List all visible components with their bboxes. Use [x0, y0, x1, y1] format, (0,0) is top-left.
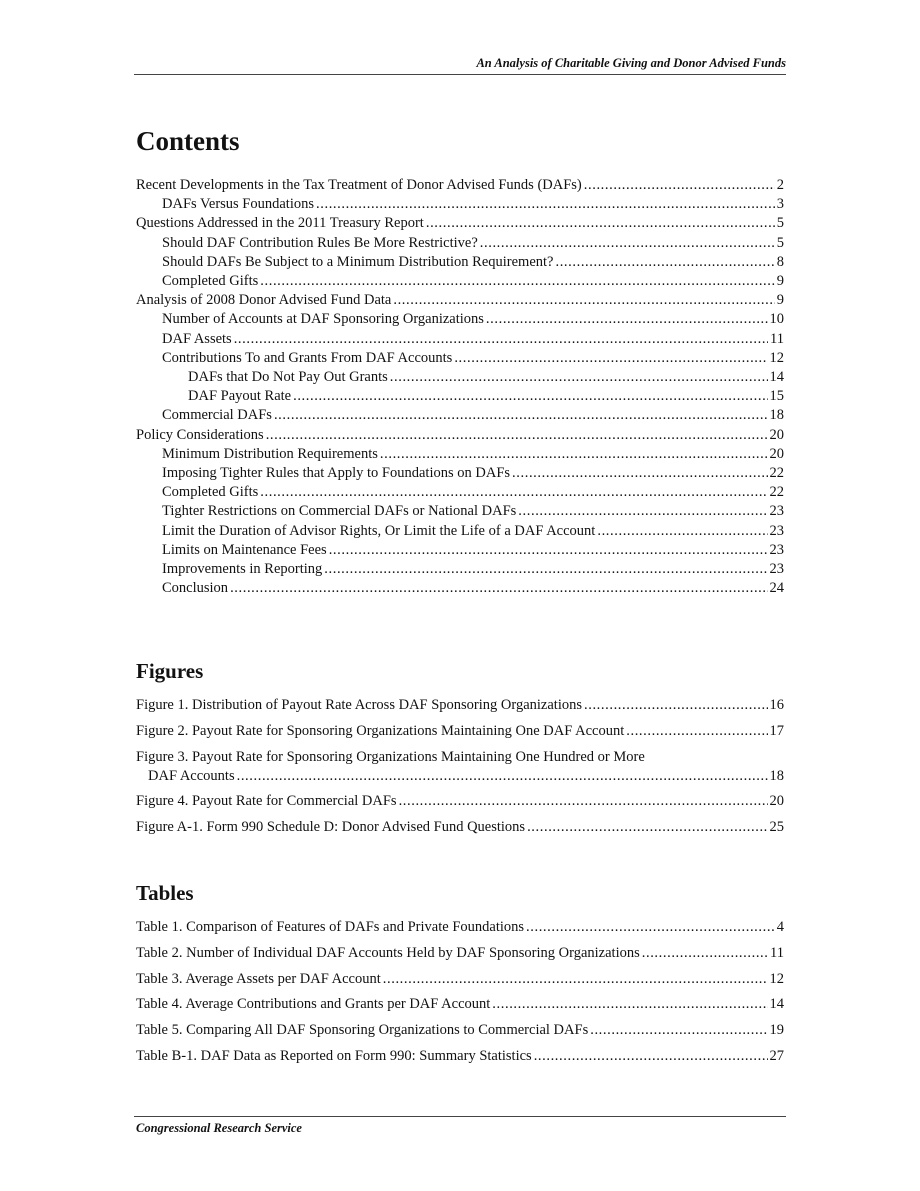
- contents-heading: Contents: [136, 126, 240, 156]
- toc-entry[interactable]: Policy Considerations ..... 20: [136, 426, 784, 445]
- tables-heading: Tables: [136, 881, 194, 905]
- toc-entry[interactable]: Limit the Duration of Advisor Rights, Or Limit the Life of a DAF Account ..... 23: [136, 522, 784, 541]
- footer-divider: [134, 1116, 786, 1117]
- figure-entry-continuation: DAF Accounts ..... 18: [136, 767, 784, 786]
- toc-entry[interactable]: Contributions To and Grants From DAF Accounts ..... 12: [136, 349, 784, 368]
- table-entry[interactable]: Table 5. Comparing All DAF Sponsoring Organizations to Commercial DAFs ..... 19: [136, 1021, 784, 1040]
- running-footer: Congressional Research Service: [136, 1121, 302, 1135]
- toc-entry[interactable]: Completed Gifts ..... 22: [136, 483, 784, 502]
- table-entry[interactable]: Table 4. Average Contributions and Grants per DAF Account ..... 14: [136, 995, 784, 1014]
- toc-entry[interactable]: Should DAF Contribution Rules Be More Restrictive? ..... 5: [136, 234, 784, 253]
- header-divider: [134, 74, 786, 75]
- toc-entry[interactable]: Improvements in Reporting ..... 23: [136, 560, 784, 579]
- running-header: An Analysis of Charitable Giving and Donor Advised Funds: [476, 56, 786, 70]
- toc-entry[interactable]: Completed Gifts ..... 9: [136, 272, 784, 291]
- toc-entry[interactable]: Analysis of 2008 Donor Advised Fund Data ..... 9: [136, 291, 784, 310]
- toc-entry[interactable]: Conclusion ..... 24: [136, 579, 784, 598]
- contents-list: [136, 176, 784, 598]
- figure-entry[interactable]: Figure A-1. Form 990 Schedule D: Donor Advised Fund Questions ..... 25: [136, 818, 784, 837]
- figure-entry-title: Figure 3. Payout Rate for Sponsoring Organizations Maintaining One Hundred or More: [136, 748, 645, 765]
- figure-entry[interactable]: Figure 2. Payout Rate for Sponsoring Organizations Maintaining One DAF Account ..... 17: [136, 722, 784, 741]
- table-entry[interactable]: Table B-1. DAF Data as Reported on Form 990: Summary Statistics ..... 27: [136, 1047, 784, 1066]
- toc-entry[interactable]: Should DAFs Be Subject to a Minimum Distribution Requirement? ..... 8: [136, 253, 784, 272]
- figure-entry[interactable]: Figure 4. Payout Rate for Commercial DAFs ..... 20: [136, 792, 784, 811]
- toc-entry[interactable]: Tighter Restrictions on Commercial DAFs or National DAFs ..... 23: [136, 502, 784, 521]
- figure-entry-wrapped[interactable]: [136, 748, 784, 786]
- toc-entry[interactable]: DAFs Versus Foundations ..... 3: [136, 195, 784, 214]
- toc-entry[interactable]: Commercial DAFs ..... 18: [136, 406, 784, 425]
- table-entry[interactable]: Table 2. Number of Individual DAF Accounts Held by DAF Sponsoring Organizations ..... 11: [136, 944, 784, 963]
- toc-entry[interactable]: Recent Developments in the Tax Treatment of Donor Advised Funds (DAFs) ..... 2: [136, 176, 784, 195]
- figure-entry[interactable]: Figure 1. Distribution of Payout Rate Across DAF Sponsoring Organizations ..... 16: [136, 696, 784, 715]
- table-entry[interactable]: Table 3. Average Assets per DAF Account ..... 12: [136, 970, 784, 989]
- toc-entry[interactable]: DAF Assets ..... 11: [136, 330, 784, 349]
- figures-heading: Figures: [136, 659, 204, 683]
- figures-list: [136, 696, 784, 844]
- tables-list: [136, 918, 784, 1073]
- toc-entry[interactable]: DAFs that Do Not Pay Out Grants ..... 14: [136, 368, 784, 387]
- toc-entry[interactable]: Questions Addressed in the 2011 Treasury Report ..... 5: [136, 214, 784, 233]
- toc-entry[interactable]: Imposing Tighter Rules that Apply to Foundations on DAFs ..... 22: [136, 464, 784, 483]
- table-entry[interactable]: Table 1. Comparison of Features of DAFs and Private Foundations ..... 4: [136, 918, 784, 937]
- toc-entry[interactable]: Number of Accounts at DAF Sponsoring Organizations ..... 10: [136, 310, 784, 329]
- toc-entry[interactable]: Limits on Maintenance Fees ..... 23: [136, 541, 784, 560]
- toc-entry[interactable]: Minimum Distribution Requirements ..... 20: [136, 445, 784, 464]
- toc-entry[interactable]: DAF Payout Rate ..... 15: [136, 387, 784, 406]
